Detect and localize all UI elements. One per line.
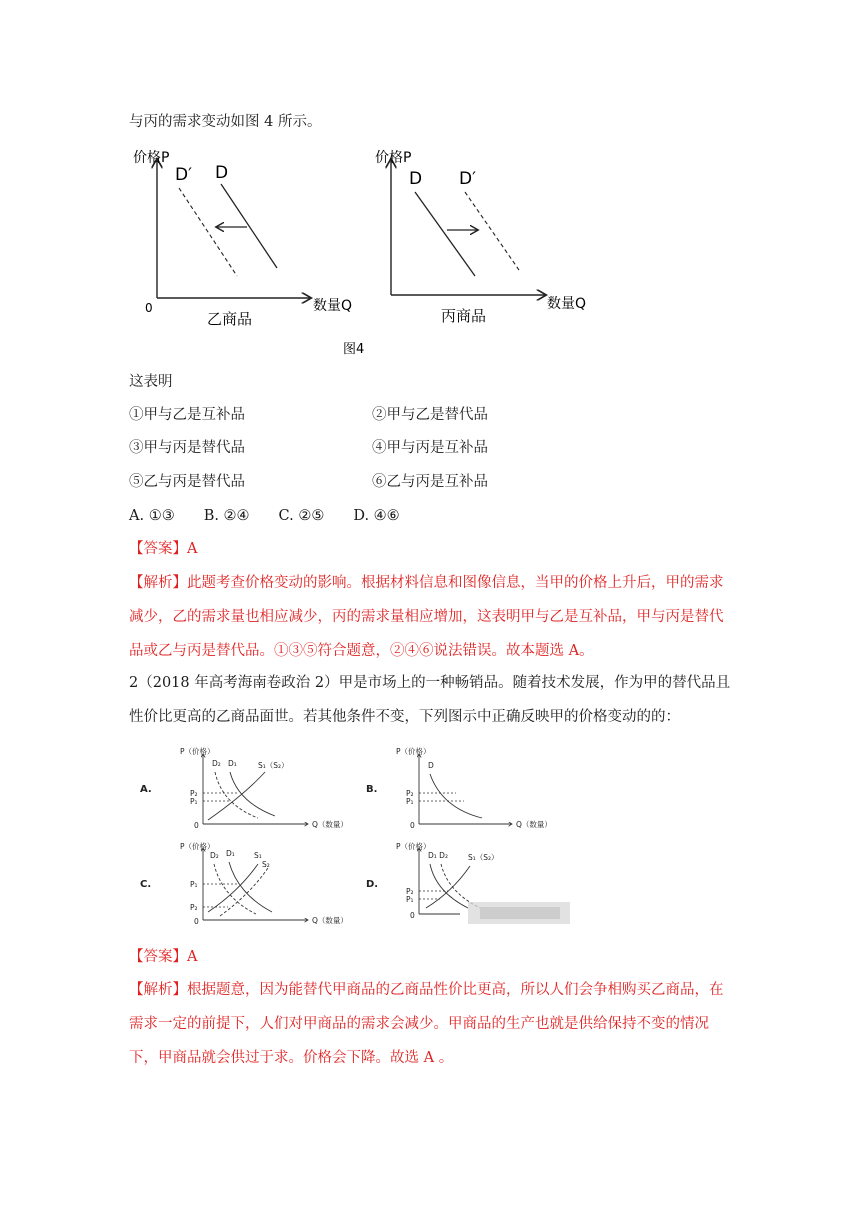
right-curve-d-prime — [465, 192, 519, 270]
figure-4-left-panel — [133, 149, 352, 328]
q2-analysis-text: 根据题意，因为能替代甲商品的乙商品性价比更高，所以人们会争相购买乙商品，在需求一定的前提下，人们对甲商品的需求会减少。甲商品的生产也就是供给保持不变的情况下，甲商品就会供过于求。价格会下降。故选 A 。 — [129, 982, 724, 1066]
chart-b-p2: P₂ — [406, 789, 414, 798]
chart-d-origin: 0 — [410, 911, 415, 920]
q1-analysis — [129, 566, 734, 668]
chart-d-p1: P₁ — [406, 895, 414, 904]
chart-c-s2: S₂ — [262, 860, 270, 869]
chart-b — [366, 746, 552, 830]
chart-c-p1: P₁ — [190, 880, 198, 889]
q2-analysis-tag: 【解析】 — [129, 982, 187, 998]
chart-b-origin: 0 — [410, 821, 415, 830]
q2-answer: 【答案】A — [129, 949, 198, 965]
chart-d-y-label: P（价格） — [396, 842, 431, 851]
chart-d-d1d2: D₁ D₂ — [428, 851, 448, 860]
chart-c-origin: 0 — [194, 917, 199, 926]
q1-analysis-tag: 【解析】 — [129, 575, 187, 591]
left-curve-d-prime — [179, 188, 237, 276]
q2-stem: 2（2018 年高考海南卷政治 2）甲是市场上的一种畅销品。随着技术发展，作为甲的替代品且性价比更高的乙商品面世。若其他条件不变，下列图示中正确反映甲的价格变动的的： — [129, 675, 731, 725]
q1-analysis-text: 此题考查价格变动的影响。根据材料信息和图像信息，当甲的价格上升后，甲的需求减少，乙的需求量也相应减少，丙的需求量相应增加，这表明甲与乙是互补品，甲与丙是替代品或乙与丙是替代品。①③⑤符合题意，②④⑥说法错误。故本题选 A。 — [129, 575, 724, 659]
right-caption: 丙商品 — [441, 307, 487, 325]
chart-d-letter: D. — [366, 879, 379, 890]
figure-4 — [125, 140, 605, 360]
chart-a-d2: D₂ — [212, 759, 221, 768]
chart-a-letter: A. — [140, 784, 152, 795]
q1-option-1: ①甲与乙是互补品 — [129, 407, 245, 423]
left-curve-d-prime-label: D′ — [175, 165, 192, 185]
chart-b-d: D — [428, 761, 434, 770]
q1-answer: 【答案】A — [129, 541, 198, 557]
left-x-label: 数量Q — [313, 298, 353, 314]
left-curve-d — [221, 184, 277, 268]
chart-c-x-label: Q（数量） — [312, 916, 348, 925]
chart-b-letter: B. — [366, 784, 378, 795]
chart-a — [140, 746, 348, 830]
left-curve-d-label: D — [215, 163, 229, 183]
q1-choices: A. ①③ B. ②④ C. ②⑤ D. ④⑥ — [129, 508, 400, 524]
chart-b-x-label: Q（数量） — [516, 820, 552, 829]
right-curve-d-label: D — [409, 169, 423, 189]
q1-option-3: ③甲与丙是替代品 — [129, 440, 245, 456]
chart-d-p2: P₂ — [406, 887, 414, 896]
chart-c — [140, 841, 348, 926]
right-curve-d — [415, 192, 475, 276]
figure-4-right-panel — [375, 149, 586, 325]
chart-a-p2: P₂ — [190, 789, 198, 798]
chart-d-s: S₁（S₂） — [468, 853, 499, 862]
watermark-blur — [468, 902, 570, 924]
chart-c-d2: D₂ — [210, 851, 219, 860]
q1-option-5: ⑤乙与丙是替代品 — [129, 474, 245, 490]
q1-option-4: ④甲与丙是互补品 — [372, 440, 488, 456]
left-origin: 0 — [145, 301, 153, 315]
q2-charts — [130, 742, 570, 932]
q1-option-2: ②甲与乙是替代品 — [372, 407, 488, 423]
chart-c-s1: S₁ — [254, 851, 262, 860]
chart-c-letter: C. — [140, 879, 152, 890]
chart-a-d1: D₁ — [228, 759, 237, 768]
chart-a-y-label: P（价格） — [180, 747, 215, 756]
chart-c-y-label: P（价格） — [180, 842, 215, 851]
chart-a-origin: 0 — [194, 821, 199, 830]
right-x-label: 数量Q — [547, 296, 587, 312]
chart-b-p1: P₁ — [406, 797, 414, 806]
chart-b-y-label: P（价格） — [396, 747, 431, 756]
intro-line: 与丙的需求变动如图 4 所示。 — [129, 114, 322, 130]
chart-c-p2: P₂ — [190, 903, 198, 912]
left-caption: 乙商品 — [207, 310, 253, 328]
right-y-label: 价格P — [375, 150, 412, 166]
q2-analysis — [129, 973, 734, 1075]
figure-4-title: 图4 — [343, 342, 365, 357]
q1-option-6: ⑥乙与丙是互补品 — [372, 474, 488, 490]
left-y-label: 价格P — [133, 150, 170, 166]
q1-stem: 这表明 — [129, 374, 173, 390]
chart-a-s: S₁（S₂） — [258, 761, 289, 770]
right-curve-d-prime-label: D′ — [459, 169, 476, 189]
chart-a-x-label: Q（数量） — [312, 820, 348, 829]
chart-a-p1: P₁ — [190, 797, 198, 806]
chart-c-d1: D₁ — [226, 849, 235, 858]
